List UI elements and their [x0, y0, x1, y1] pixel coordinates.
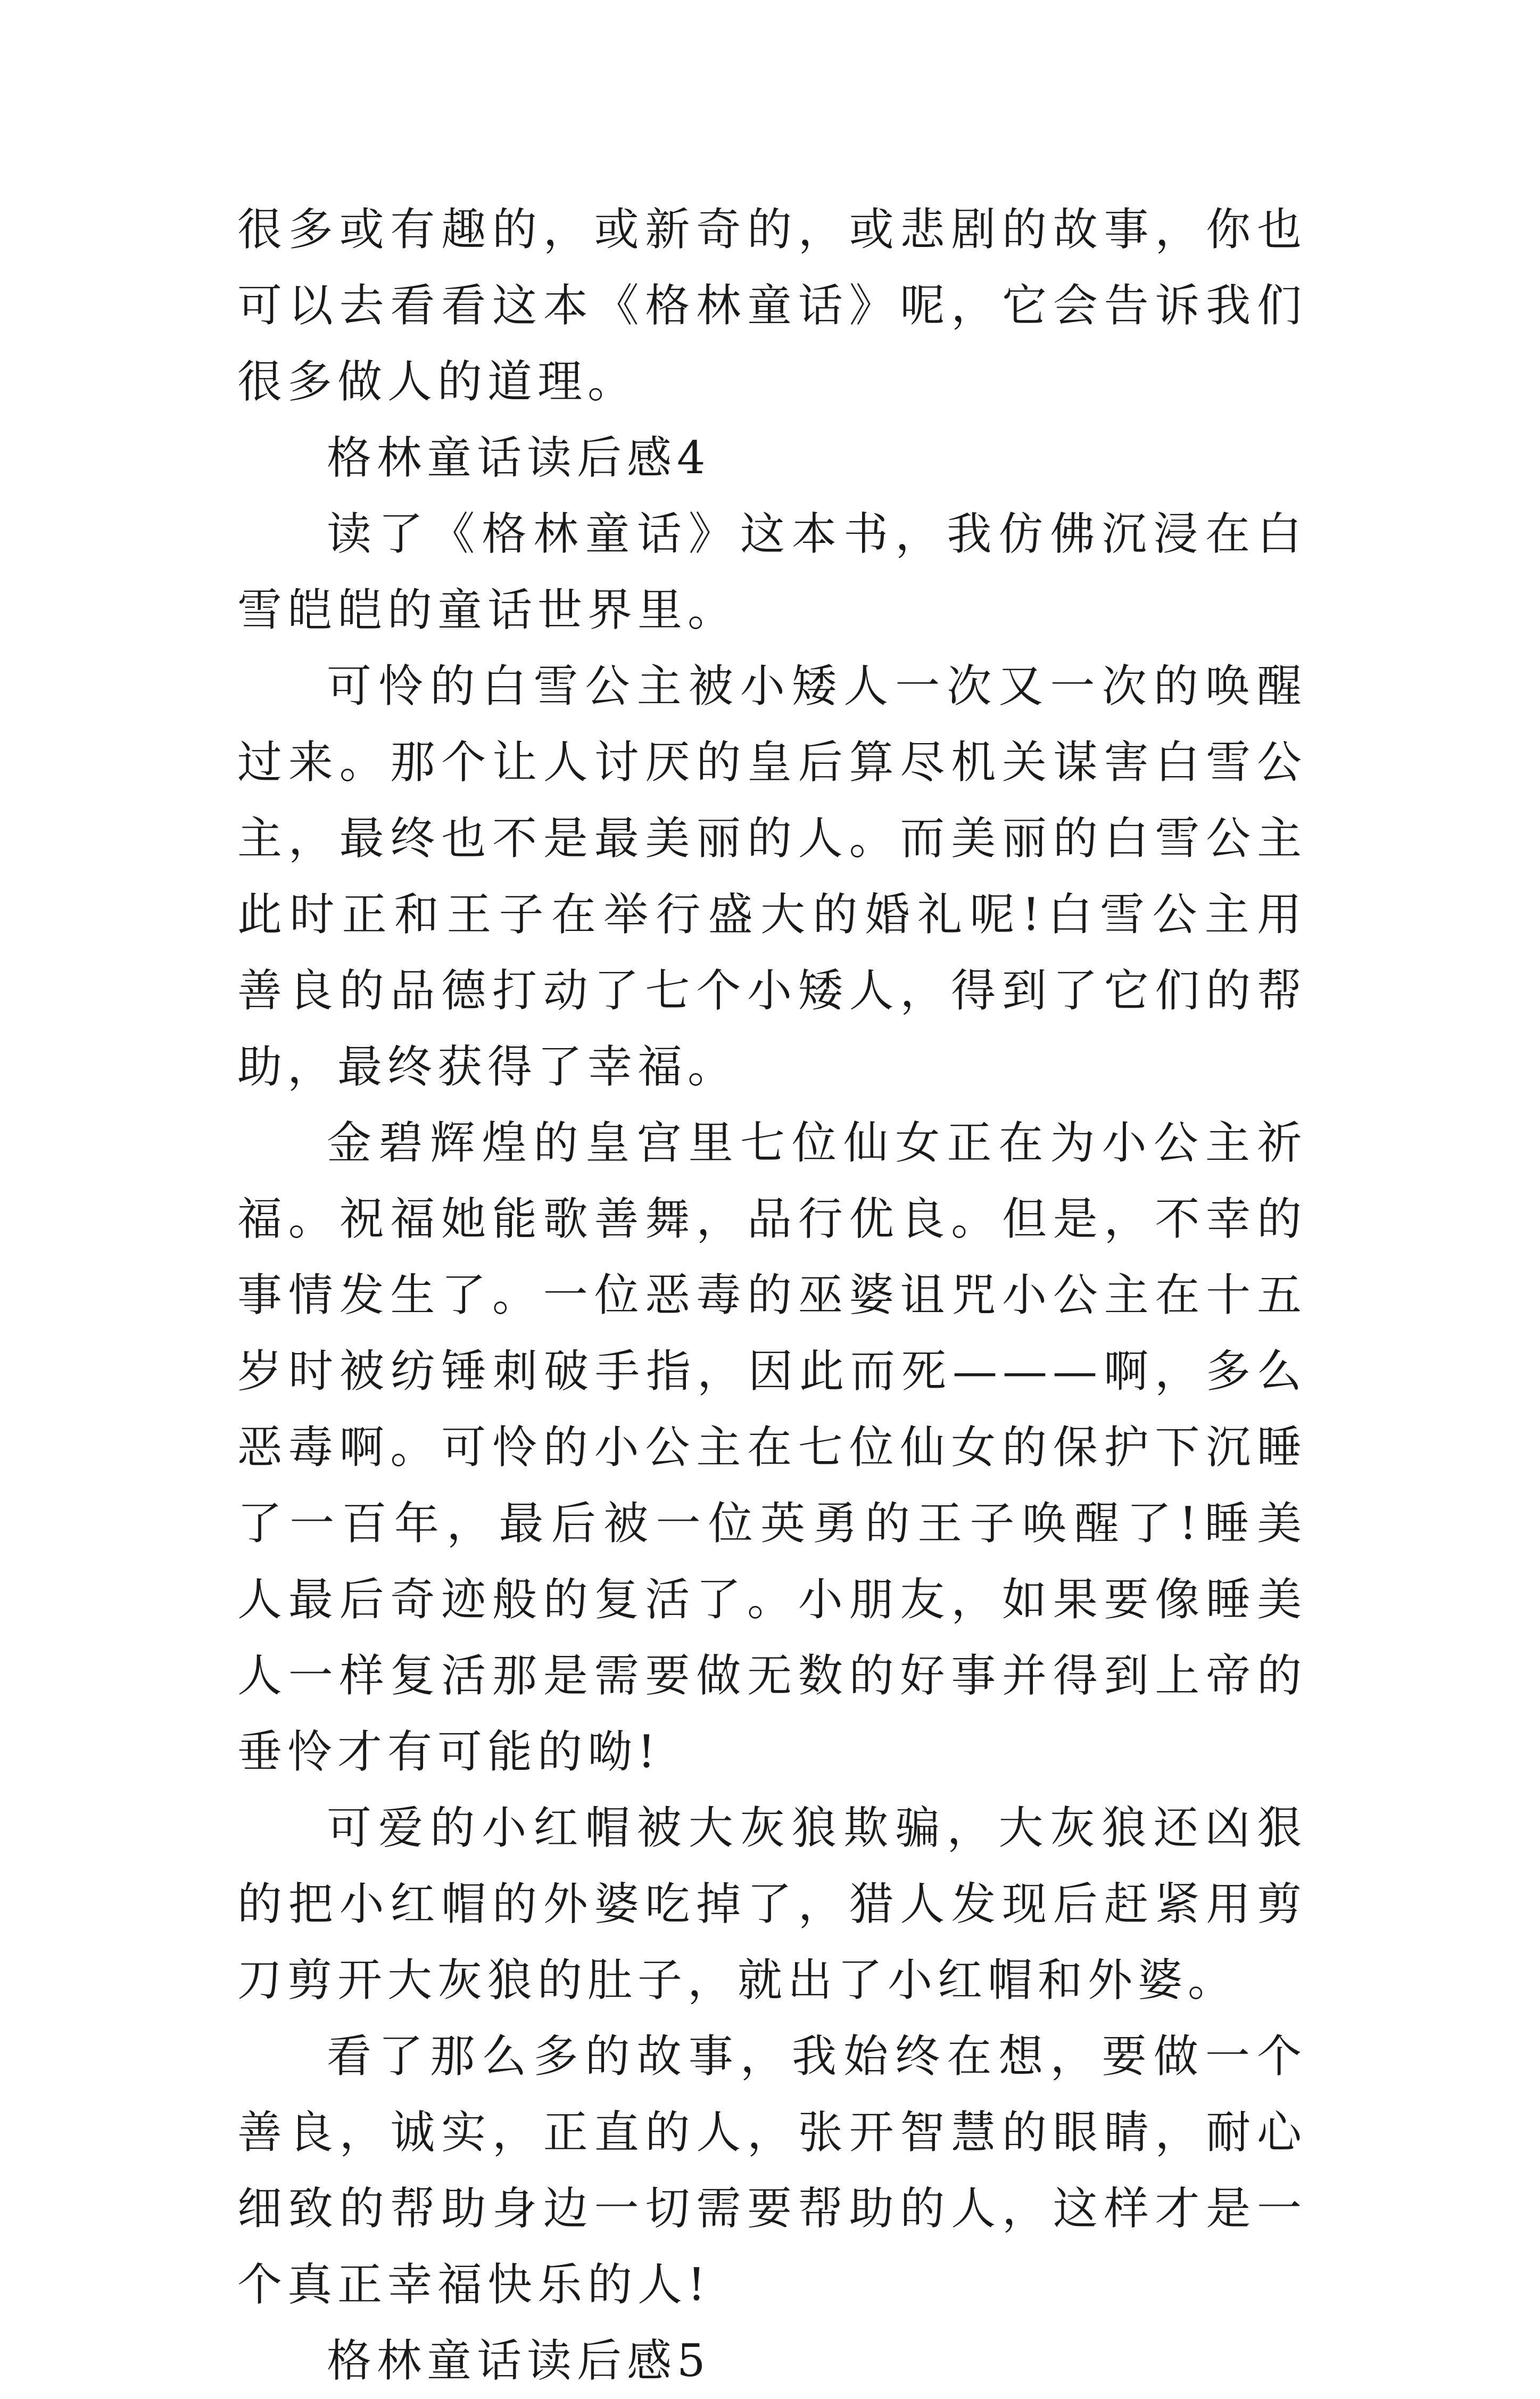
section-heading-4: 格林童话读后感4: [327, 432, 711, 484]
paragraph-intro: 读了《格林童话》这本书，我仿佛沉浸在白雪皑皑的童话世界里。: [237, 508, 1307, 636]
paragraph-snow-white: 可怜的白雪公主被小矮人一次又一次的唤醒过来。那个让人讨厌的皇后算尽机关谋害白雪公主，最终也不是最美丽的人。而美丽的白雪公主此时正和王子在举行盛大的婚礼呢!白雪公主用善良的品德打动了七个小矮人，得到了它们的帮助，最终获得了幸福。: [237, 660, 1307, 1093]
section-heading-5: 格林童话读后感5: [327, 2335, 711, 2387]
paragraph-red-riding-hood: 可爱的小红帽被大灰狼欺骗，大灰狼还凶狠的把小红帽的外婆吃掉了，猎人发现后赶紧用剪刀剪开大灰狼的肚子，就出了小红帽和外婆。: [237, 1802, 1307, 2006]
document-body: [237, 192, 1307, 2399]
paragraph-sleeping-beauty: 金碧辉煌的皇宫里七位仙女正在为小公主祈福。祝福她能歌善舞，品行优良。但是，不幸的事情发生了。一位恶毒的巫婆诅咒小公主在十五岁时被纺锤刺破手指，因此而死———啊，多么恶毒啊。可怜的小公主在七位仙女的保护下沉睡了一百年，最后被一位英勇的王子唤醒了!睡美人最后奇迹般的复活了。小朋友，如果要像睡美人一样复活那是需要做无数的好事并得到上帝的垂怜才有可能的呦!: [237, 1117, 1307, 1778]
paragraph-continuation: 很多或有趣的，或新奇的，或悲剧的故事，你也可以去看看这本《格林童话》呢，它会告诉我们很多做人的道理。: [237, 203, 1307, 408]
paragraph-conclusion: 看了那么多的故事，我始终在想，要做一个善良，诚实，正直的人，张开智慧的眼睛，耐心细致的帮助身边一切需要帮助的人，这样才是一个真正幸福快乐的人!: [237, 2030, 1307, 2311]
